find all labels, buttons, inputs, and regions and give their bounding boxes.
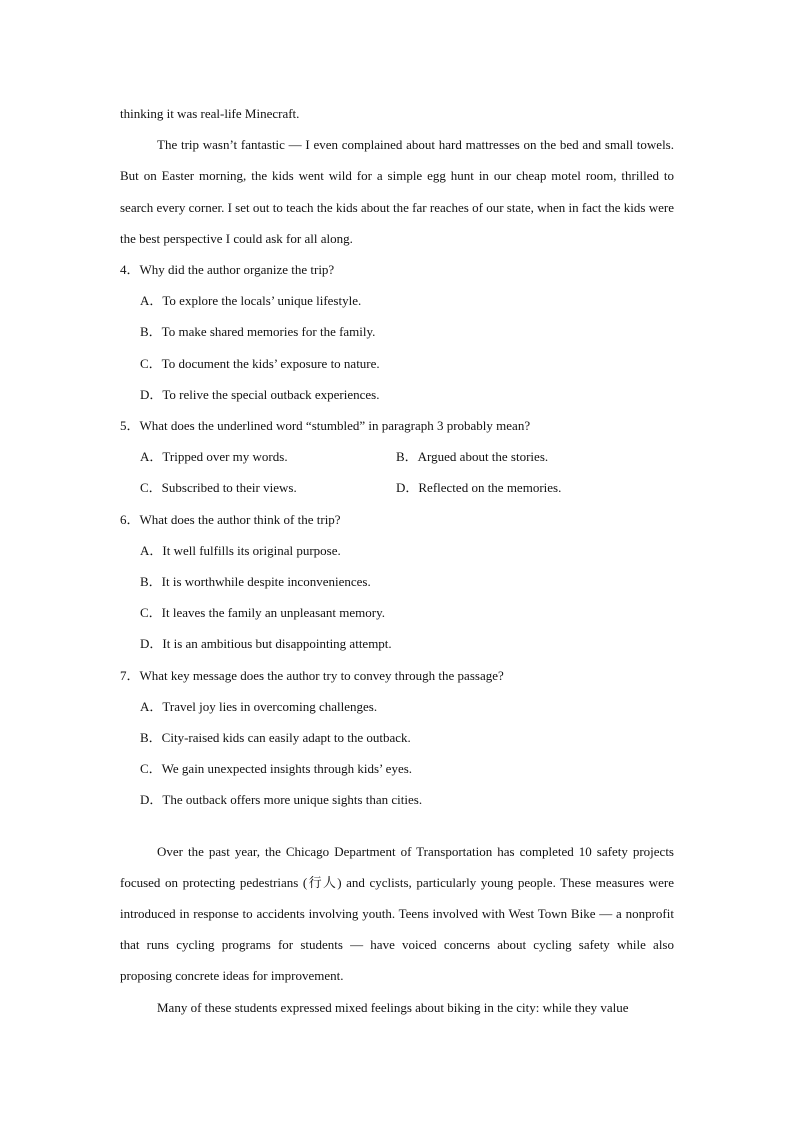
option-a: A．It well fulfills its original purpose. — [140, 542, 341, 558]
option-a: A．Tripped over my words. — [140, 449, 288, 465]
question-6 — [120, 504, 674, 660]
question-stem: 4．Why did the author organize the trip? — [120, 262, 335, 278]
option-a: A．Travel joy lies in overcoming challenges. — [140, 698, 378, 714]
passage-continuation: thinking it was real-life Minecraft. — [120, 106, 300, 121]
option-c: C．We gain unexpected insights through kids’ eyes. — [140, 761, 413, 777]
section-gap — [120, 816, 674, 836]
option-d: D．It is an ambitious but disappointing attempt. — [140, 636, 392, 652]
option-d: D．To relive the special outback experiences. — [140, 386, 380, 402]
question-stem: 5．What does the underlined word “stumbled” in paragraph 3 probably mean? — [120, 418, 531, 434]
question-4 — [120, 254, 674, 410]
option-c: C．To document the kids’ exposure to nature. — [140, 355, 380, 371]
question-5 — [120, 410, 674, 504]
option-d: D．The outback offers more unique sights than cities. — [140, 792, 423, 808]
option-row — [120, 441, 674, 472]
passage-paragraph: Over the past year, the Chicago Department of Transportation has completed 10 safety projects focused on protecting pedestrians (行人) and cyclists, particularly young people. These measures were introduced in response to accidents involving youth. Teens involved with West Town Bike — a nonprofit that runs cycling programs for students — have voiced concerns about cycling safety while also proposing concrete ideas for improvement. — [120, 843, 674, 984]
option-row — [120, 472, 674, 503]
option-b: B．City-raised kids can easily adapt to the outback. — [140, 730, 411, 746]
question-stem: 7．What key message does the author try to convey through the passage? — [120, 667, 504, 683]
option-d: D．Reflected on the memories. — [396, 480, 562, 496]
option-b: B．Argued about the stories. — [396, 449, 549, 465]
passage-paragraph: The trip wasn’t fantastic — I even complained about hard mattresses on the bed and small towels. But on Easter morning, the kids went wild for a simple egg hunt in our cheap motel room, thrilled to search every corner. I set out to teach the kids about the far reaches of our state, when in fact the kids were the best perspective I could ask for all along. — [120, 137, 674, 246]
option-a: A．To explore the locals’ unique lifestyle. — [140, 293, 362, 309]
question-7 — [120, 660, 674, 816]
option-b: B．To make shared memories for the family. — [140, 324, 376, 340]
document-page — [120, 98, 674, 1023]
option-c: C．It leaves the family an unpleasant memory. — [140, 605, 386, 621]
passage-paragraph: Many of these students expressed mixed feelings about biking in the city: while they value — [157, 999, 629, 1015]
question-stem: 6．What does the author think of the trip? — [120, 511, 341, 527]
option-c: C．Subscribed to their views. — [140, 480, 297, 496]
option-b: B．It is worthwhile despite inconveniences. — [140, 574, 371, 590]
